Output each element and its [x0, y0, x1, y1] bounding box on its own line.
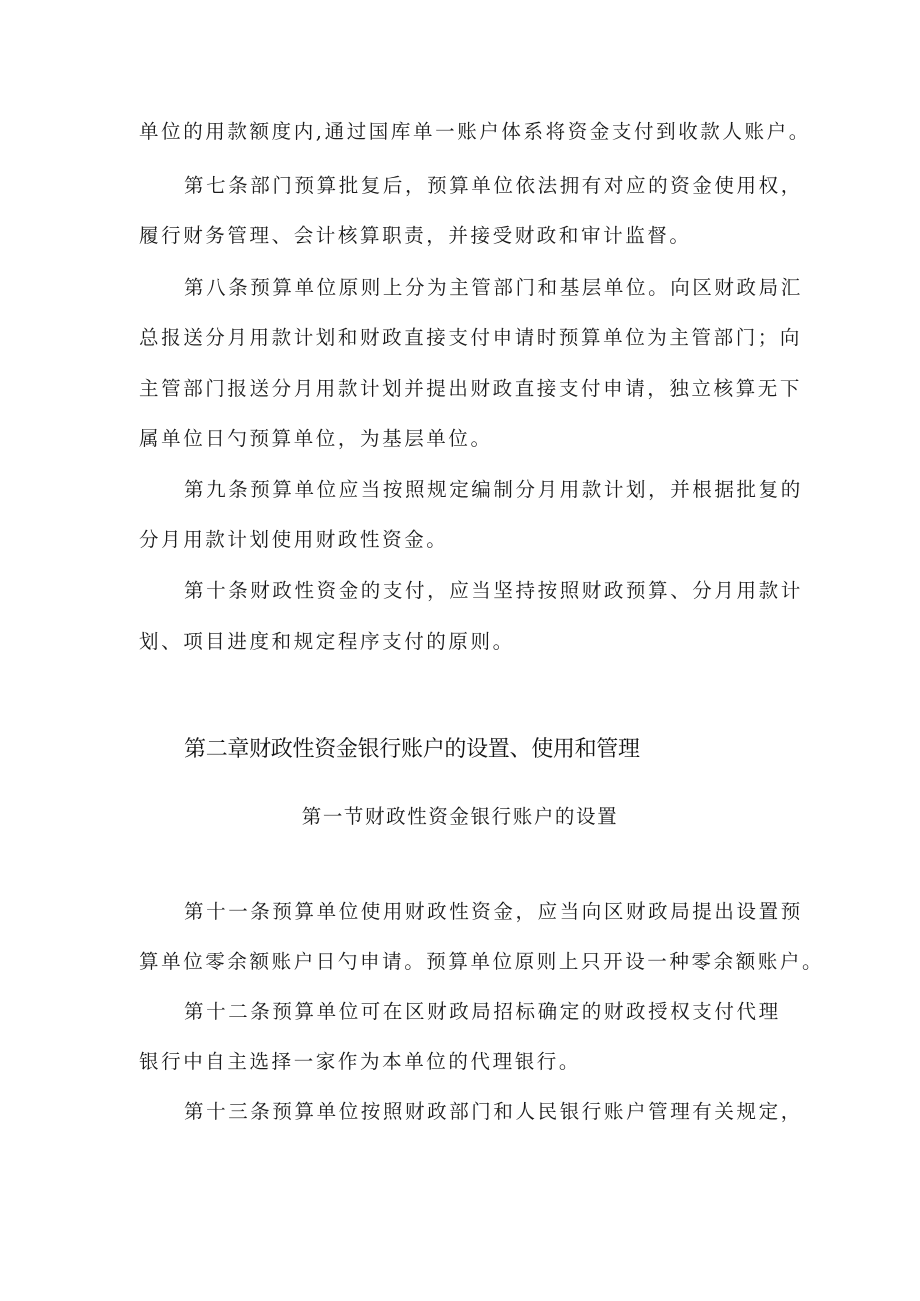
article-11-line: 第十一条预算单位使用财政性资金，应当向区财政局提出设置预 [184, 900, 803, 923]
article-12-line: 第十二条预算单位可在区财政局招标确定的财政授权支付代理 [184, 1000, 781, 1023]
text-line: 总报送分月用款计划和财政直接支付申请时预算单位为主管部门；向 [139, 326, 803, 349]
chapter-title: 第二章财政性资金银行账户的设置、使用和管理 [184, 737, 640, 762]
text-line: 算单位零余额账户日勺申请。预算单位原则上只开设一种零余额账户。 [139, 950, 825, 973]
article-8-line: 第八条预算单位原则上分为主管部门和基层单位。向区财政局汇 [184, 276, 803, 299]
section-title: 第一节财政性资金银行账户的设置 [301, 805, 619, 828]
text-line: 属单位日勺预算单位，为基层单位。 [139, 427, 493, 450]
text-line: 主管部门报送分月用款计划并提出财政直接支付申请，独立核算无下 [139, 377, 803, 400]
text-line: 单位的用款额度内,通过国库单一账户体系将资金支付到收款人账户。 [139, 120, 811, 143]
article-9-line: 第九条预算单位应当按照规定编制分月用款计划，并根据批复的 [184, 478, 803, 501]
article-13-line: 第十三条预算单位按照财政部门和人民银行账户管理有关规定， [184, 1100, 803, 1123]
text-line: 分月用款计划使用财政性资金。 [139, 528, 449, 551]
article-7-line: 第七条部门预算批复后，预算单位依法拥有对应的资金使用权， [184, 174, 803, 197]
text-line: 履行财务管理、会计核算职责，并接受财政和审计监督。 [139, 224, 692, 247]
article-10-line: 第十条财政性资金的支付，应当坚持按照财政预算、分月用款计 [184, 579, 803, 602]
text-line: 划、项目进度和规定程序支付的原则。 [139, 630, 515, 653]
text-line: 银行中自主选择一家作为本单位的代理银行。 [139, 1050, 582, 1073]
